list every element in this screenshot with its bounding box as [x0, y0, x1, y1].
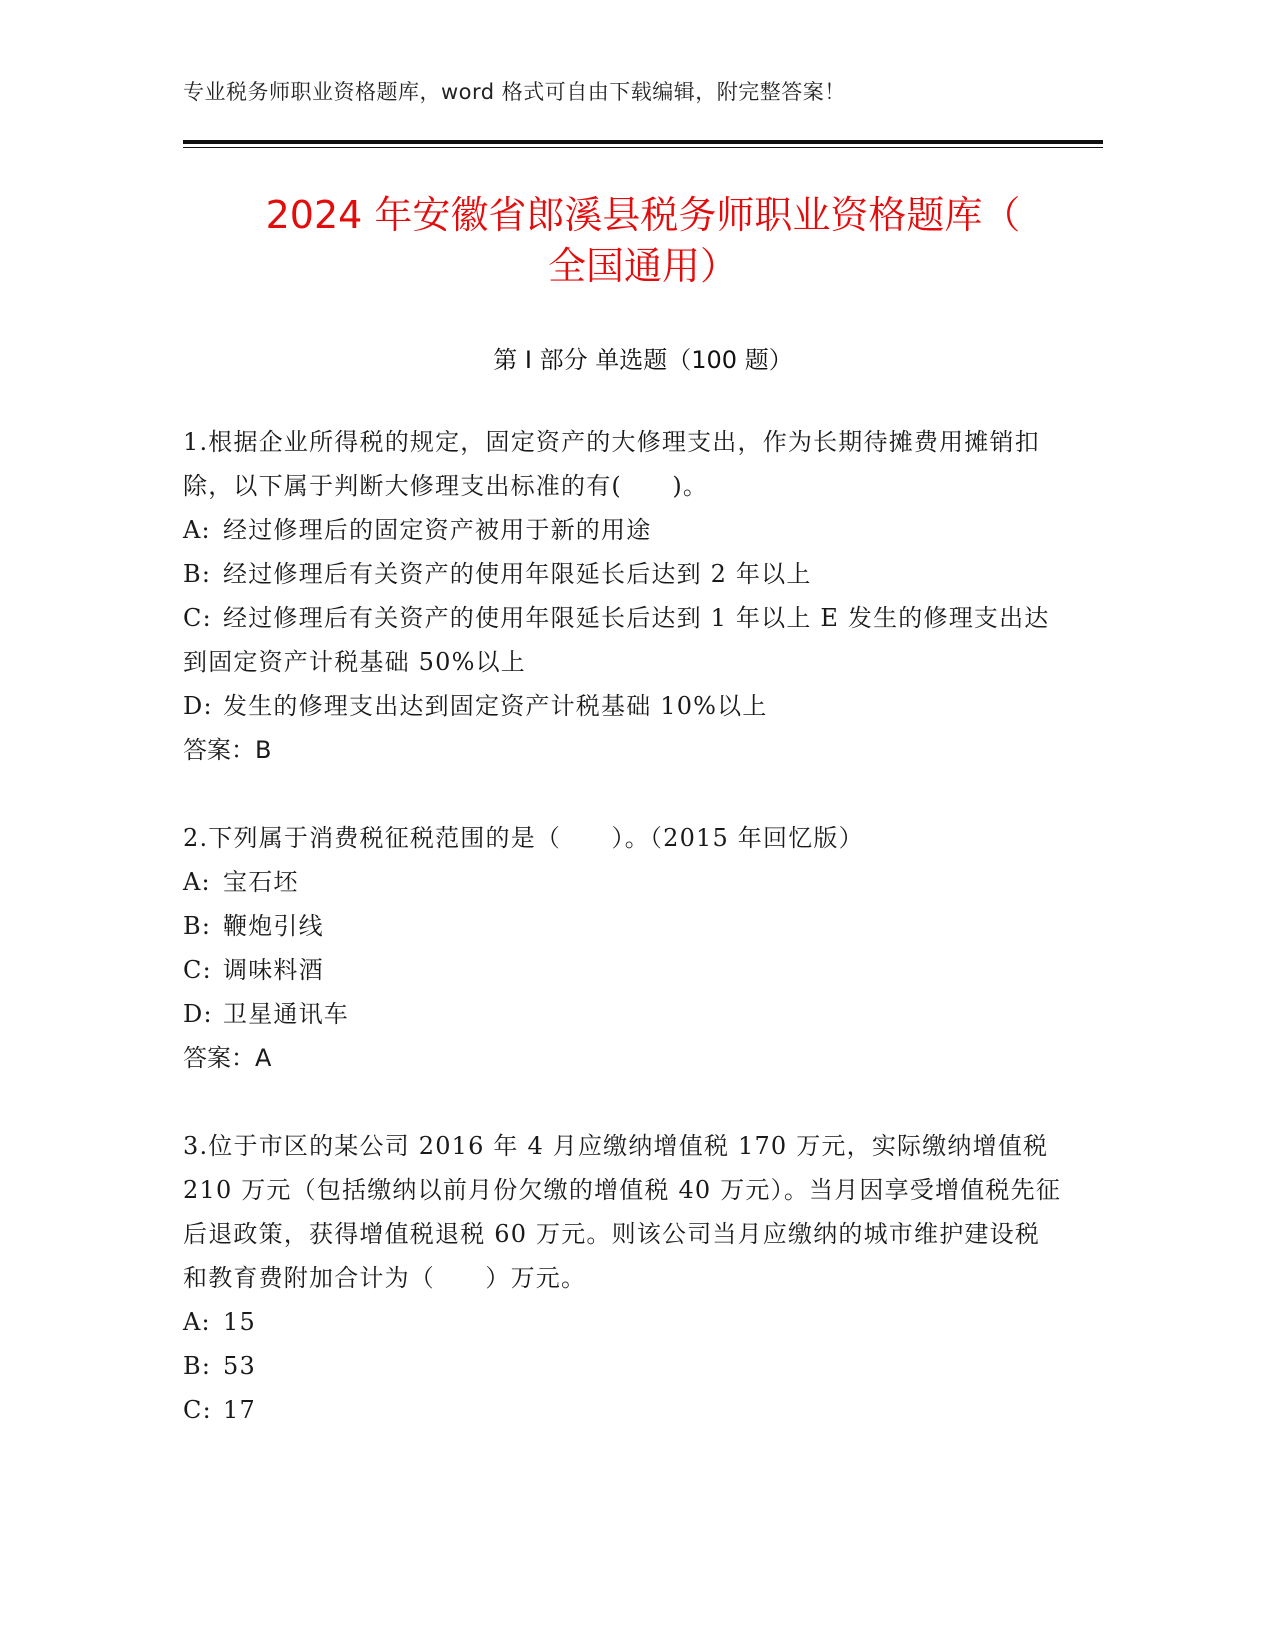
option-c	[183, 1388, 1063, 1432]
option-text: 经过修理后有关资产的使用年限延长后达到 2 年以上	[223, 560, 812, 588]
title-line-2: 全国通用）	[547, 244, 738, 288]
answer-label: 答案：B	[183, 736, 272, 764]
option-text: 发生的修理支出达到固定资产计税基础 10%以上	[223, 692, 768, 720]
option-text: 53	[223, 1352, 256, 1380]
option-text: 17	[223, 1396, 256, 1424]
option-text: 调味料酒	[223, 956, 324, 984]
document-title	[183, 190, 1103, 292]
header-rule-thick	[183, 140, 1103, 144]
option-text: 经过修理后有关资产的使用年限延长后达到 1 年以上 E 发生的修理支出达到固定资产计税基础 50%以上	[183, 604, 1050, 676]
option-a	[183, 860, 1063, 904]
header-note: 专业税务师职业资格题库，word 格式可自由下载编辑，附完整答案！	[183, 80, 846, 104]
option-a	[183, 1300, 1063, 1344]
option-c	[183, 596, 1063, 684]
option-letter: D:	[183, 692, 213, 720]
option-letter: B:	[183, 1352, 212, 1380]
answer-label: 答案：A	[183, 1044, 272, 1072]
option-b	[183, 1344, 1063, 1388]
question-stem: 1.根据企业所得税的规定，固定资产的大修理支出，作为长期待摊费用摊销扣除，以下属于判断大修理支出标准的有( )。	[183, 428, 1040, 500]
option-letter: C:	[183, 956, 212, 984]
option-letter: A:	[183, 868, 211, 896]
option-text: 宝石坯	[223, 868, 299, 896]
option-letter: C:	[183, 604, 212, 632]
option-b	[183, 552, 1063, 596]
option-text: 15	[223, 1308, 256, 1336]
question-list	[183, 420, 1063, 1476]
option-c	[183, 948, 1063, 992]
option-a	[183, 508, 1063, 552]
question-2	[183, 816, 1063, 1080]
option-text: 经过修理后的固定资产被用于新的用途	[223, 516, 652, 544]
option-letter: D:	[183, 1000, 213, 1028]
option-letter: B:	[183, 912, 212, 940]
option-letter: B:	[183, 560, 212, 588]
option-b	[183, 904, 1063, 948]
question-stem: 3.位于市区的某公司 2016 年 4 月应缴纳增值税 170 万元，实际缴纳增值税 210 万元（包括缴纳以前月份欠缴的增值税 40 万元）。当月因享受增值税先征后退政策，获得增值税退税 60 万元。则该公司当月应缴纳的城市维护建设税和教育费附加合计为（ ）万元。	[183, 1132, 1062, 1292]
header-rule-thin	[183, 147, 1103, 148]
option-d	[183, 684, 1063, 728]
question-1	[183, 420, 1063, 772]
option-letter: A:	[183, 516, 211, 544]
question-stem: 2.下列属于消费税征税范围的是（ ）。（2015 年回忆版）	[183, 824, 864, 852]
title-line-1: 2024 年安徽省郎溪县税务师职业资格题库（	[265, 193, 1021, 237]
option-letter: C:	[183, 1396, 212, 1424]
option-letter: A:	[183, 1308, 211, 1336]
option-text: 卫星通讯车	[223, 1000, 349, 1028]
question-3	[183, 1124, 1063, 1432]
option-text: 鞭炮引线	[223, 912, 324, 940]
section-title: 第 I 部分 单选题（100 题）	[493, 346, 793, 374]
option-d	[183, 992, 1063, 1036]
